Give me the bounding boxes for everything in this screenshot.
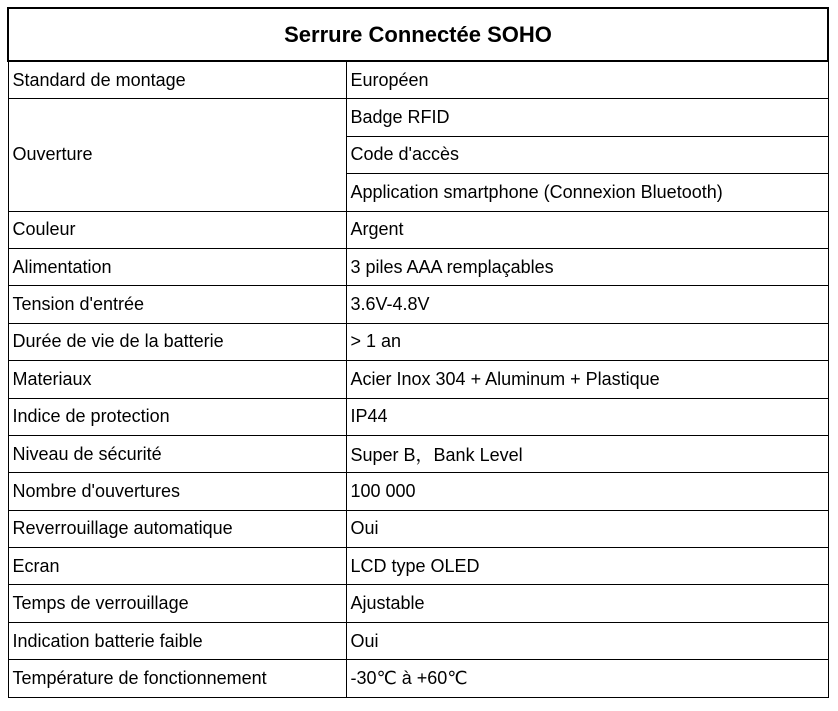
row-value: Argent: [346, 211, 828, 248]
row-value: -30℃ à +60℃: [346, 660, 828, 697]
row-label: Reverrouillage automatique: [8, 510, 346, 547]
row-value: 3.6V-4.8V: [346, 286, 828, 323]
row-label: Indice de protection: [8, 398, 346, 435]
row-label: Couleur: [8, 211, 346, 248]
row-value: Code d'accès: [346, 136, 828, 173]
row-value: Acier Inox 304 + Aluminum + Plastique: [346, 361, 828, 398]
table-row: [8, 361, 828, 398]
row-label: Alimentation: [8, 248, 346, 285]
title-row: [8, 8, 828, 61]
table-row: [8, 323, 828, 360]
table-row: [8, 622, 828, 659]
row-label: Nombre d'ouvertures: [8, 473, 346, 510]
row-value: > 1 an: [346, 323, 828, 360]
row-label: Durée de vie de la batterie: [8, 323, 346, 360]
row-value: Application smartphone (Connexion Bluetooth): [346, 174, 828, 211]
row-label: Ouverture: [8, 99, 346, 211]
table-row: [8, 61, 828, 99]
table-row: [8, 99, 828, 136]
table-row: [8, 548, 828, 585]
row-label: Ecran: [8, 548, 346, 585]
table-row: [8, 585, 828, 622]
row-value: LCD type OLED: [346, 548, 828, 585]
row-value: Ajustable: [346, 585, 828, 622]
row-value: Super B，Bank Level: [346, 435, 828, 472]
table-row: [8, 211, 828, 248]
row-label: Niveau de sécurité: [8, 435, 346, 472]
row-label: Indication batterie faible: [8, 622, 346, 659]
row-label: Tension d'entrée: [8, 286, 346, 323]
table-row: [8, 286, 828, 323]
table-row: [8, 435, 828, 472]
row-value: Badge RFID: [346, 99, 828, 136]
row-value: Oui: [346, 510, 828, 547]
row-label: Température de fonctionnement: [8, 660, 346, 697]
row-value: Européen: [346, 61, 828, 99]
spec-table: [7, 7, 829, 698]
table-row: [8, 660, 828, 697]
table-row: [8, 248, 828, 285]
row-label: Temps de verrouillage: [8, 585, 346, 622]
table-title: Serrure Connectée SOHO: [8, 8, 828, 61]
table-row: [8, 473, 828, 510]
row-label: Standard de montage: [8, 61, 346, 99]
table-row: [8, 398, 828, 435]
table-row: [8, 510, 828, 547]
row-label: Materiaux: [8, 361, 346, 398]
row-value: IP44: [346, 398, 828, 435]
row-value: 3 piles AAA remplaçables: [346, 248, 828, 285]
row-value: 100 000: [346, 473, 828, 510]
row-value: Oui: [346, 622, 828, 659]
